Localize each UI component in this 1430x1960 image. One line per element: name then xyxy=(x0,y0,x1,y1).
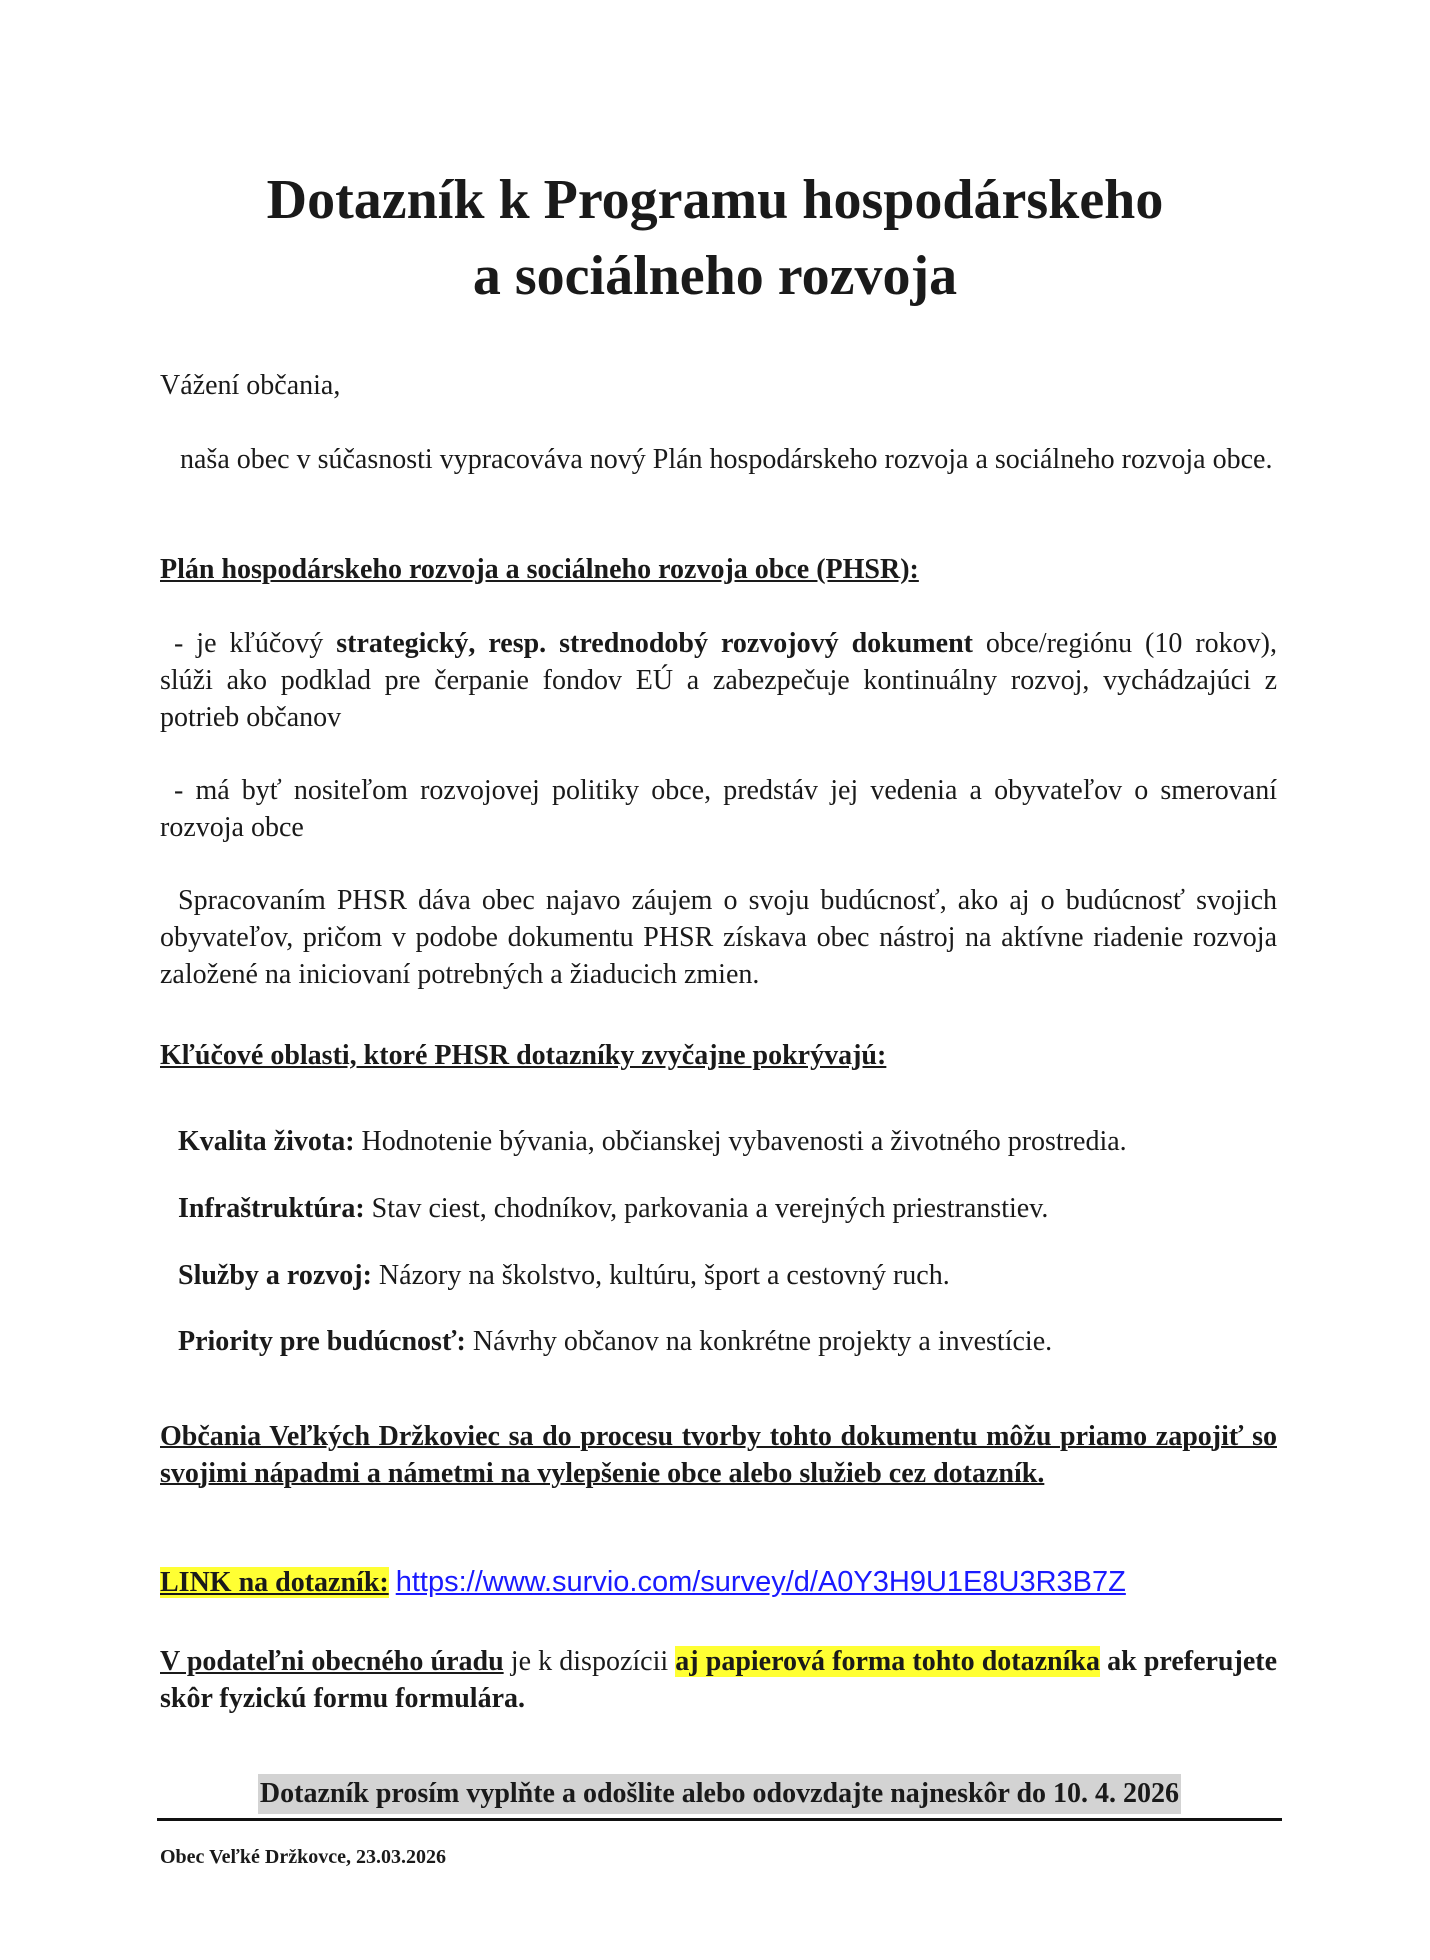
area-label: Priority pre budúcnosť: xyxy=(178,1326,466,1357)
area-text: Názory na školstvo, kultúru, šport a cestovný ruch. xyxy=(371,1260,950,1291)
area-text: Stav ciest, chodníkov, parkovania a verejných priestranstiev. xyxy=(364,1193,1049,1224)
greeting: Vážení občania, xyxy=(160,370,341,401)
bullet1-prefix: - je kľúčový xyxy=(174,628,337,659)
phsr-heading: Plán hospodárskeho rozvoja a sociálneho rozvoja obce (PHSR): xyxy=(160,554,919,585)
survey-link-line xyxy=(160,1564,1277,1601)
area-label: Kvalita života: xyxy=(178,1126,355,1157)
title-line-1: Dotazník k Programu hospodárskeho xyxy=(266,169,1164,231)
intro-paragraph: naša obec v súčasnosti vypracováva nový Plán hospodárskeho rozvoja a sociálneho rozvoja obce. xyxy=(180,444,1273,475)
document-title xyxy=(0,162,1430,314)
footer-signature: Obec Veľké Držkovce, 23.03.2026 xyxy=(160,1846,447,1868)
bullet-strategic-document xyxy=(160,625,1277,736)
area-item xyxy=(178,1123,1278,1160)
survey-link[interactable]: https://www.survio.com/survey/d/A0Y3H9U1E8U3R3B7Z xyxy=(395,1566,1126,1598)
area-item xyxy=(178,1323,1278,1360)
area-text: Návrhy občanov na konkrétne projekty a investície. xyxy=(465,1326,1053,1357)
paper-form-note xyxy=(160,1643,1277,1717)
area-item xyxy=(178,1190,1278,1227)
paper-part2: je k dispozícii xyxy=(503,1646,676,1677)
area-label: Služby a rozvoj: xyxy=(178,1260,372,1291)
title-line-2: a sociálneho rozvoja xyxy=(472,245,958,307)
link-label: LINK na dotazník: xyxy=(160,1567,389,1598)
areas-heading: Kľúčové oblasti, ktoré PHSR dotazníky zvyčajne pokrývajú: xyxy=(160,1040,887,1071)
bullet1-rest: obce/regiónu (10 rokov), slúži ako podklad pre čerpanie fondov EÚ a zabezpečuje kontinuálny rozvoj, vychádzajúci z potrieb občanov xyxy=(160,628,1277,733)
deadline-bar xyxy=(157,1774,1282,1821)
phsr-paragraph: Spracovaním PHSR dáva obec najavo záujem o svoju budúcnosť, ako aj o budúcnosť svojich obyvateľov, pričom v podobe dokumentu PHSR získava obec nástroj na aktívne riadenie rozvoja založené na iniciovaní potrebných a žiaducich zmien. xyxy=(160,885,1277,990)
involvement-note: Občania Veľkých Držkoviec sa do procesu tvorby tohto dokumentu môžu priamo zapojiť so svojimi nápadmi a námetmi na vylepšenie obce alebo služieb cez dotazník. xyxy=(160,1421,1277,1489)
paper-highlight: aj papierová forma tohto dotazníka xyxy=(675,1646,1100,1677)
area-label: Infraštruktúra: xyxy=(178,1193,365,1224)
paper-part3: ak preferujete skôr fyzickú formu formulára. xyxy=(160,1646,1278,1714)
paper-part1: V podateľni obecného úradu xyxy=(160,1646,504,1677)
bullet-development-policy: - má byť nositeľom rozvojovej politiky obce, predstáv jej vedenia a obyvateľov o smerovaní rozvoja obce xyxy=(160,775,1277,843)
deadline-text: Dotazník prosím vyplňte a odošlite alebo odovzdajte najneskôr do 10. 4. 2026 xyxy=(258,1774,1181,1814)
area-text: Hodnotenie bývania, občianskej vybavenosti a životného prostredia. xyxy=(354,1126,1127,1157)
bullet1-bold: strategický, resp. strednodobý rozvojový dokument xyxy=(336,628,973,659)
area-item xyxy=(178,1257,1278,1294)
